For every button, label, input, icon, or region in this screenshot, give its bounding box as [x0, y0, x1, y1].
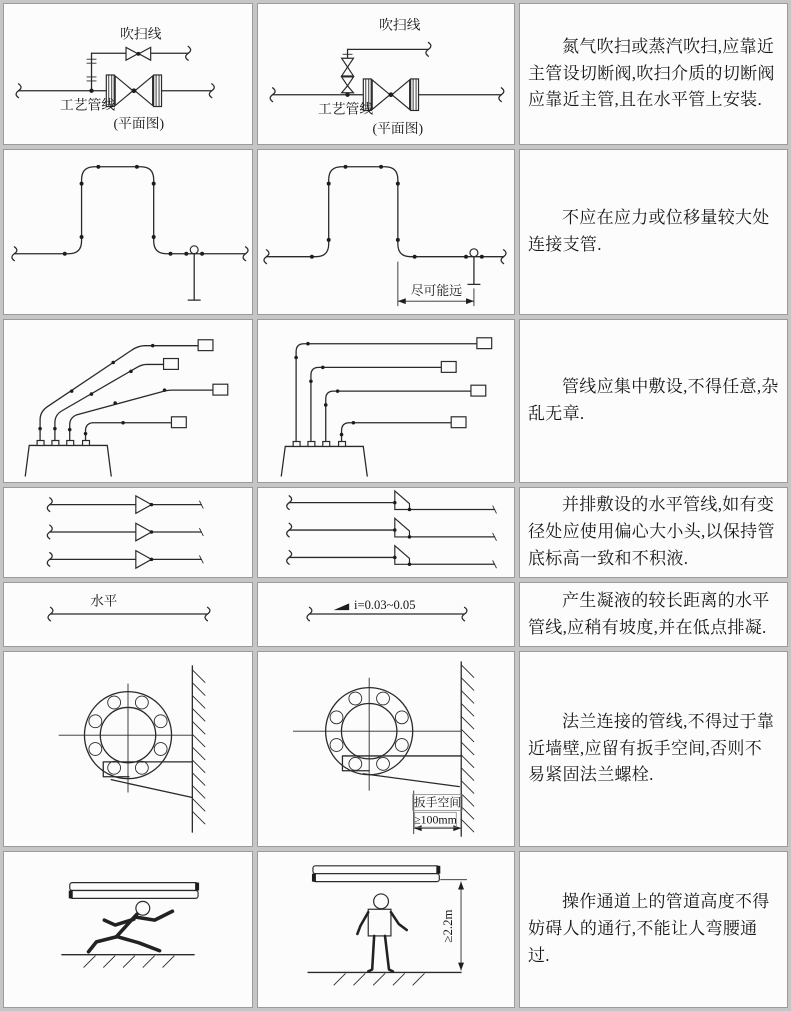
note-text: 产生凝液的较长距离的水平管线,应稍有坡度,并在低点排凝. [528, 590, 770, 637]
diagram-reducer-right [258, 488, 514, 577]
row2-right-cell [257, 149, 515, 315]
diagram-loop-right [258, 150, 514, 314]
note-row1 [519, 3, 788, 145]
ground [62, 955, 194, 968]
plan-view-label: (平面图) [372, 121, 424, 137]
branch-tee [468, 249, 480, 285]
row1-wrong-cell [3, 3, 253, 145]
note-text: 并排敷设的水平管线,如有变径处应使用偏心大小头,以保持管底标高一致和不积液. [528, 495, 775, 568]
note-row3 [519, 319, 788, 483]
expansion-loop [12, 165, 248, 261]
diagram-purge-wrong [4, 4, 252, 144]
diagram-reducer-wrong [4, 488, 252, 577]
overhead-pipe [312, 866, 440, 882]
note-text: 管线应集中敷设,不得任意,杂乱无章. [528, 377, 779, 423]
bending-person [89, 901, 173, 951]
row7-right-cell [257, 851, 515, 1008]
diagram-routing-wrong [4, 320, 252, 482]
row2-wrong-cell [3, 149, 253, 315]
standing-person [357, 894, 406, 972]
overhead-pipe [69, 883, 199, 899]
slope-label: i=0.03~0.05 [354, 598, 416, 613]
row3-wrong-cell [3, 319, 253, 483]
level-line [48, 607, 210, 621]
row5-wrong-cell [3, 582, 253, 647]
process-line-label: 工艺管线 [59, 97, 116, 113]
dimension-label: 尽可能远 [410, 284, 463, 299]
diagram-routing-right [258, 320, 514, 482]
note-text: 法兰连接的管线,不得过于靠近墙壁,应留有扳手空间,否则不易紧固法兰螺栓. [528, 711, 775, 785]
wall [461, 662, 474, 836]
ground [308, 972, 461, 985]
level-label: 水平 [90, 593, 118, 609]
row1-right-cell [257, 3, 515, 145]
purge-line-label: 吹扫线 [379, 17, 421, 33]
diagram-headroom-right [258, 852, 514, 1007]
note-row5 [519, 582, 788, 647]
wall [192, 666, 205, 832]
vessel [281, 442, 367, 477]
wrench-space-label: 扳手空间 [413, 795, 462, 810]
dimension-height [440, 880, 467, 971]
row6-right-cell [257, 651, 515, 847]
note-text: 氮气吹扫或蒸汽吹扫,应靠近主管设切断阀,吹扫介质的切断阀应靠近主管,且在水平管上安装. [528, 36, 775, 110]
purge-line-label: 吹扫线 [120, 26, 162, 42]
tubing-runs [294, 342, 477, 442]
diagram-flange-right [258, 652, 514, 846]
instrument-boxes [441, 338, 491, 428]
diagram-purge-right [258, 4, 514, 144]
note-text: 操作通道上的管道高度不得妨碍人的通行,不能让人弯腰通过. [528, 892, 770, 965]
row5-right-cell [257, 582, 515, 647]
note-row4 [519, 487, 788, 578]
row4-wrong-cell [3, 487, 253, 578]
wrench-bracket [103, 762, 192, 798]
concentric-reducer-lines [47, 496, 203, 568]
note-text: 不应在应力或位移量较大处连接支管. [528, 208, 770, 254]
dimension-as-far-as-possible [398, 262, 474, 306]
purge-valves-vertical [342, 58, 354, 93]
purge-valve [126, 47, 151, 60]
row7-wrong-cell [3, 851, 253, 1008]
slope-symbol [334, 603, 350, 610]
height-label: ≥2.2m [441, 909, 456, 943]
dimension-wrench-space [413, 791, 462, 835]
diagram-flange-wrong [4, 652, 252, 846]
note-row2 [519, 149, 788, 315]
instrument-boxes [164, 340, 228, 428]
plan-view-label: (平面图) [113, 116, 165, 132]
note-row7 [519, 851, 788, 1008]
diagram-slope-right [258, 583, 514, 646]
process-line-label: 工艺管线 [317, 101, 374, 117]
row6-wrong-cell [3, 651, 253, 847]
wrench-space-value: ≥100mm [414, 812, 457, 827]
diagram-headroom-wrong [4, 852, 252, 1007]
expansion-loop [264, 165, 506, 264]
note-row6 [519, 651, 788, 847]
vessel [25, 441, 111, 477]
row4-right-cell [257, 487, 515, 578]
diagram-slope-wrong [4, 583, 252, 646]
eccentric-reducer-lines [287, 491, 497, 568]
diagram-loop-wrong [4, 150, 252, 314]
row3-right-cell [257, 319, 515, 483]
